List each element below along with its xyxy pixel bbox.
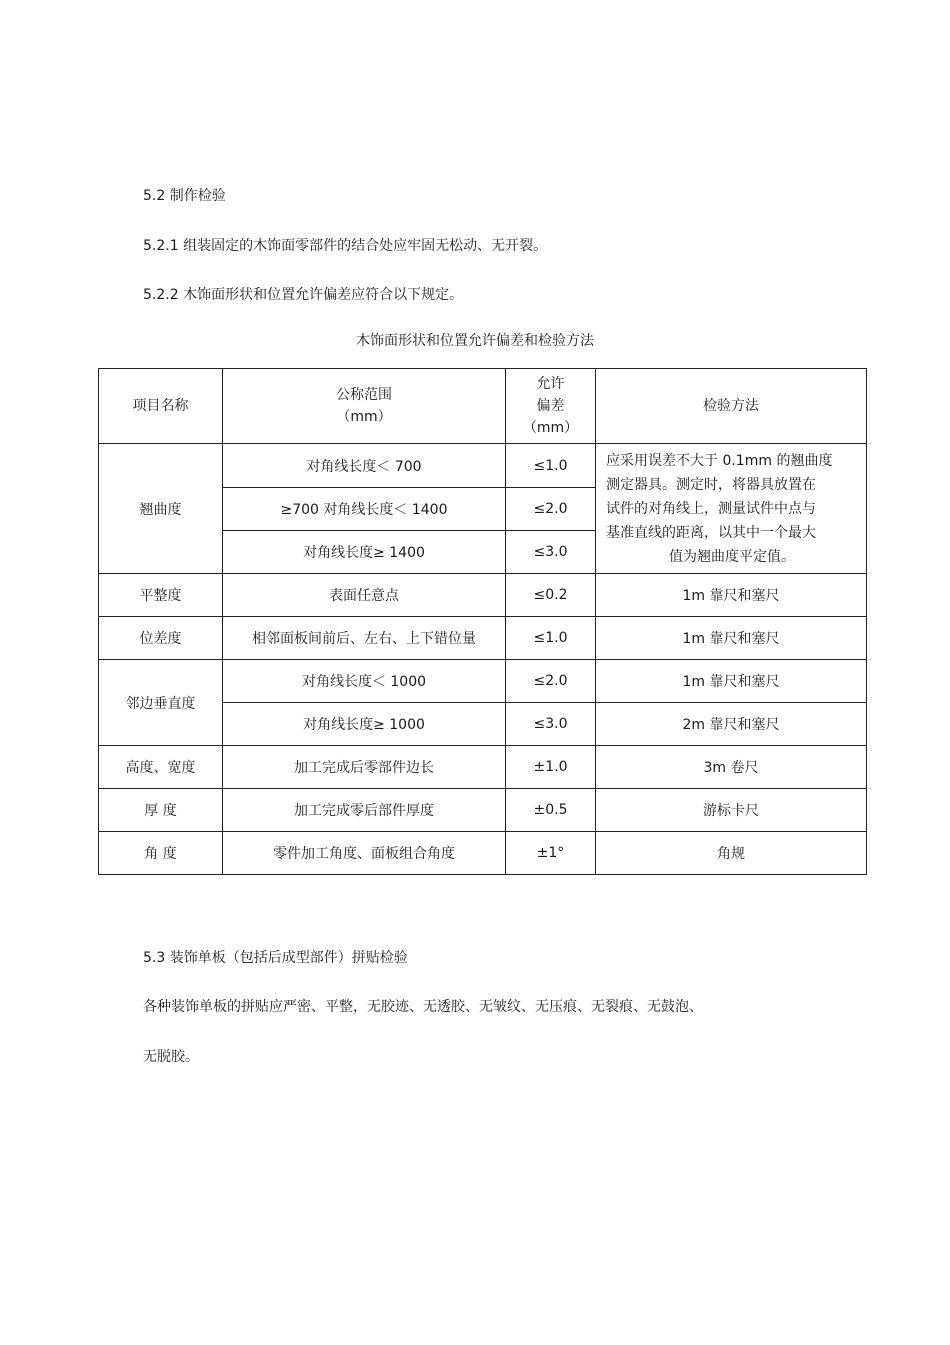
warp-method-line: 基准直线的距离，以其中一个最大 xyxy=(606,524,816,541)
warp-tol-2: ≤2.0 xyxy=(506,488,596,531)
perp-method-2: 2m 靠尺和塞尺 xyxy=(596,703,867,746)
flatness-method: 1m 靠尺和塞尺 xyxy=(596,574,867,617)
size-tol: ±1.0 xyxy=(506,746,596,789)
perp-tol-1: ≤2.0 xyxy=(506,660,596,703)
size-range: 加工完成后零部件边长 xyxy=(223,746,506,789)
section-5-3-text-line2: 无脱胶。 xyxy=(143,1049,199,1065)
header-method: 检验方法 xyxy=(596,369,867,444)
warp-tol-1: ≤1.0 xyxy=(506,444,596,488)
header-item: 项目名称 xyxy=(99,369,223,444)
thick-range: 加工完成零后部件厚度 xyxy=(223,789,506,832)
thick-tol: ±0.5 xyxy=(506,789,596,832)
section-5-2-1-text: 5.2.1 组装固定的木饰面零部件的结合处应牢固无松动、无开裂。 xyxy=(143,238,548,254)
header-range-line1: 公称范围 xyxy=(336,387,392,403)
warp-method-line: 应采用误差不大于 0.1mm 的翘曲度 xyxy=(606,452,833,469)
angle-tol: ±1° xyxy=(506,832,596,875)
header-tolerance-line1: 允许 xyxy=(536,376,565,392)
table-row xyxy=(99,444,867,488)
warp-range-1: 对角线长度＜ 700 xyxy=(223,444,506,488)
thick-method: 游标卡尺 xyxy=(596,789,867,832)
table-row xyxy=(99,617,867,660)
perp-range-2: 对角线长度≥ 1000 xyxy=(223,703,506,746)
warp-method-line: 测定器具。测定时，将器具放置在 xyxy=(606,476,816,493)
misalign-method: 1m 靠尺和塞尺 xyxy=(596,617,867,660)
header-range-line2: （mm） xyxy=(336,409,392,425)
header-tolerance-line3: （mm） xyxy=(522,420,579,436)
warp-range-2: ≥700 对角线长度＜ 1400 xyxy=(223,488,506,531)
warp-method-line: 试件的对角线上，测量试件中点与 xyxy=(606,500,816,517)
section-5-3-heading: 5.3 装饰单板（包括后成型部件）拼贴检验 xyxy=(143,950,408,966)
flatness-tol: ≤0.2 xyxy=(506,574,596,617)
header-range xyxy=(223,369,506,444)
flatness-range: 表面任意点 xyxy=(223,574,506,617)
thick-item: 厚 度 xyxy=(99,789,223,832)
table-header-row xyxy=(99,369,867,444)
header-tolerance xyxy=(506,369,596,444)
warp-method xyxy=(596,444,867,574)
flatness-item: 平整度 xyxy=(99,574,223,617)
misalign-range: 相邻面板间前后、左右、上下错位量 xyxy=(223,617,506,660)
table-row xyxy=(99,789,867,832)
warp-method-line: 值为翘曲度平定值。 xyxy=(669,548,795,565)
perp-method-1: 1m 靠尺和塞尺 xyxy=(596,660,867,703)
warp-tol-3: ≤3.0 xyxy=(506,531,596,574)
warp-range-3: 对角线长度≥ 1400 xyxy=(223,531,506,574)
misalign-tol: ≤1.0 xyxy=(506,617,596,660)
table-row xyxy=(99,660,867,703)
section-5-2-heading: 5.2 制作检验 xyxy=(143,188,226,204)
header-tolerance-line2: 偏差 xyxy=(536,398,565,414)
section-5-2-2-text: 5.2.2 木饰面形状和位置允许偏差应符合以下规定。 xyxy=(143,287,464,303)
size-item: 高度、宽度 xyxy=(99,746,223,789)
section-5-3-text-line1: 各种装饰单板的拼贴应严密、平整，无胶迹、无透胶、无皱纹、无压痕、无裂痕、无鼓泡、 xyxy=(143,999,703,1015)
angle-item: 角 度 xyxy=(99,832,223,875)
perp-item: 邻边垂直度 xyxy=(99,660,223,746)
misalign-item: 位差度 xyxy=(99,617,223,660)
angle-method: 角规 xyxy=(596,832,867,875)
angle-range: 零件加工角度、面板组合角度 xyxy=(223,832,506,875)
table-row xyxy=(99,574,867,617)
perp-range-1: 对角线长度＜ 1000 xyxy=(223,660,506,703)
tolerance-table xyxy=(98,368,867,875)
perp-tol-2: ≤3.0 xyxy=(506,703,596,746)
warp-item: 翘曲度 xyxy=(99,444,223,574)
table-caption: 木饰面形状和位置允许偏差和检验方法 xyxy=(356,333,594,349)
table-row xyxy=(99,832,867,875)
table-row xyxy=(99,746,867,789)
size-method: 3m 卷尺 xyxy=(596,746,867,789)
